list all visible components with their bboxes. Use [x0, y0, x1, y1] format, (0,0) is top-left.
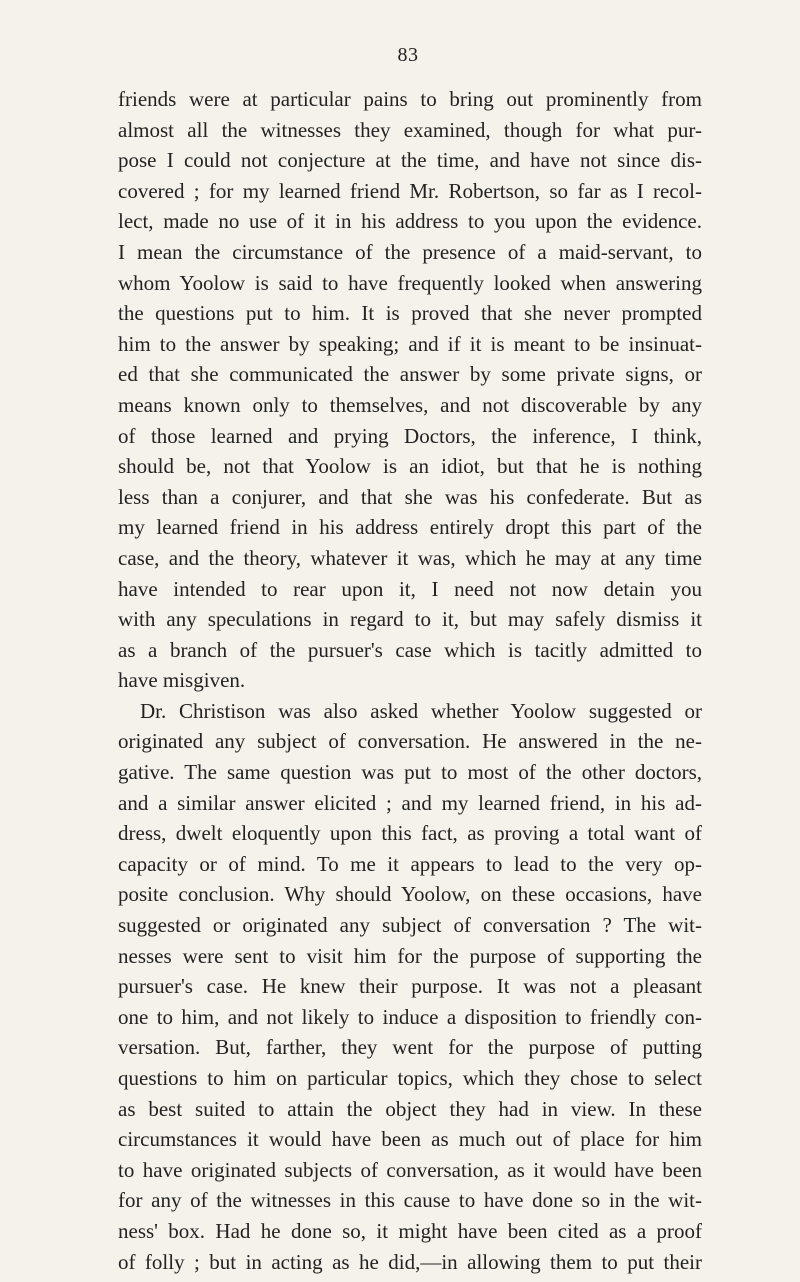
text-line: one to him, and not likely to induce a disposition to friendly con- [118, 1004, 702, 1029]
text-line: to have originated subjects of conversation, as it would have been [118, 1157, 702, 1182]
text-line: should be, not that Yoolow is an idiot, but that he is nothing [118, 454, 702, 479]
text-line: have misgiven. [118, 668, 246, 693]
text-line: lect, made no use of it in his address to you upon the evidence. [118, 209, 702, 234]
text-line: suggested or originated any subject of conversation ? The wit- [118, 913, 702, 938]
text-line: and a similar answer elicited ; and my learned friend, in his ad- [118, 790, 702, 815]
text-line: with any speculations in regard to it, but may safely dismiss it [118, 607, 702, 632]
text-line: as best suited to attain the object they had in view. In these [118, 1096, 702, 1121]
text-line: posite conclusion. Why should Yoolow, on these occasions, have [118, 882, 702, 907]
text-line: less than a conjurer, and that she was his confederate. But as [118, 484, 702, 509]
text-line: versation. But, farther, they went for the purpose of putting [118, 1035, 702, 1060]
body-text [118, 84, 702, 1277]
text-line: pose I could not conjecture at the time, and have not since dis- [118, 148, 702, 173]
text-line: capacity or of mind. To me it appears to lead to the very op- [118, 851, 702, 876]
text-line: almost all the witnesses they examined, though for what pur- [118, 117, 702, 142]
text-line: as a branch of the pursuer's case which is tacitly admitted to [118, 637, 702, 662]
text-line: him to the answer by speaking; and if it is meant to be insinuat- [118, 331, 702, 356]
text-line: of folly ; but in acting as he did,—in allowing them to put their [118, 1249, 702, 1274]
text-line: pursuer's case. He knew their purpose. It was not a pleasant [118, 974, 702, 999]
text-line: covered ; for my learned friend Mr. Robertson, so far as I recol- [118, 178, 702, 203]
text-line: originated any subject of conversation. He answered in the ne- [118, 729, 702, 754]
text-line: nesses were sent to visit him for the purpose of supporting the [118, 943, 702, 968]
text-line: gative. The same question was put to most of the other doctors, [118, 760, 702, 785]
text-line: case, and the theory, whatever it was, which he may at any time [118, 545, 702, 570]
text-line: questions to him on particular topics, which they chose to select [118, 1066, 702, 1090]
text-line: ness' box. Had he done so, it might have been cited as a proof [118, 1218, 702, 1243]
page-number: 83 [397, 44, 419, 66]
text-line: for any of the witnesses in this cause to have done so in the wit- [118, 1188, 702, 1213]
text-line: friends were at particular pains to bring out prominently from [118, 87, 702, 111]
text-line: of those learned and prying Doctors, the inference, I think, [118, 423, 702, 448]
text-line: ed that she communicated the answer by some private signs, or [118, 362, 702, 387]
text-line: the questions put to him. It is proved that she never prompted [118, 301, 702, 326]
text-line: I mean the circumstance of the presence of a maid-servant, to [118, 239, 702, 264]
text-line: whom Yoolow is said to have frequently looked when answering [118, 270, 702, 295]
text-line: means known only to themselves, and not discoverable by any [118, 392, 702, 417]
text-line: circumstances it would have been as much out of place for him [118, 1127, 702, 1152]
text-line: have intended to rear upon it, I need not now detain you [118, 576, 702, 601]
text-line: Dr. Christison was also asked whether Yoolow suggested or [140, 698, 702, 723]
text-line: my learned friend in his address entirely dropt this part of the [118, 515, 702, 540]
text-line: dress, dwelt eloquently upon this fact, as proving a total want of [118, 821, 702, 846]
